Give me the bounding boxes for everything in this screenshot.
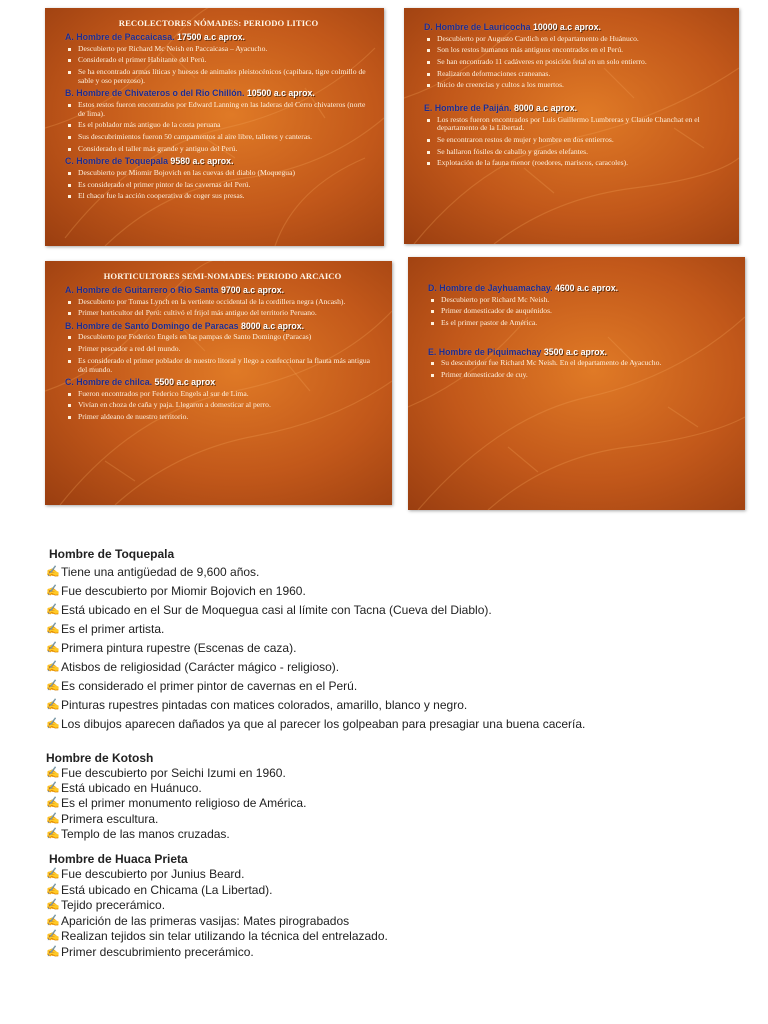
bullet-list xyxy=(65,101,372,154)
list-item: Se ha encontrado armas líticas y huesos de animales pleistocénicos (capibara, tigre colmillo de sable y oso perezoso). xyxy=(65,68,372,85)
list-item: Primer aldeano de nuestro territorio. xyxy=(65,413,380,422)
slide-arcaico-1 xyxy=(45,261,392,505)
list-item: Inicio de creencias y cultos a los muertos. xyxy=(424,81,727,90)
list-item: ✍ Aparición de las primeras vasijas: Mates pirograbados xyxy=(46,913,350,928)
list-item: ✍ Está ubicado en Chicama (La Libertad). xyxy=(46,882,273,897)
section-title: Hombre de Huaca Prieta xyxy=(49,852,188,867)
bullet-list xyxy=(424,35,727,91)
list-item: Primer domesticador de auquénidos. xyxy=(428,307,733,316)
list-item: ✍ Fue descubierto por Miomir Bojovich en 1960. xyxy=(46,582,746,601)
list-item: ✍ Templo de las manos cruzadas. xyxy=(46,826,230,841)
notes-list xyxy=(46,766,746,842)
list-item: ✍ Tiene una antigüedad de 9,600 años. xyxy=(46,563,746,582)
group-heading: E. Hombre de Piquimachay 3500 a.c aprox. xyxy=(428,346,607,357)
writing-hand-icon: ✍ xyxy=(46,680,60,692)
list-item: ✍ Es el primer monumento religioso de América. xyxy=(46,796,307,811)
bullet-list xyxy=(65,390,380,422)
notes-list xyxy=(46,867,746,961)
list-item: Explotación de la fauna menor (roedores, mariscos, caracoles). xyxy=(424,159,727,168)
list-item: Se encontraron restos de mujer y hombre en dos entierros. xyxy=(424,136,727,145)
writing-hand-icon: ✍ xyxy=(46,797,60,810)
list-item: ✍ Los dibujos aparecen dañados ya que al parecer los golpeaban para presagiar una buena cacería. xyxy=(46,715,746,734)
list-item: Vivían en choza de caña y paja. Llegaron a domesticar al perro. xyxy=(65,401,380,410)
list-item: Descubierto por Tomas Lynch en la vertiente occidental de la cordillera negra (Ancash). xyxy=(65,298,380,307)
list-item: Descubierto por Miomir Bojovich en las cuevas del diablo (Moquegua) xyxy=(65,169,372,178)
list-item: Es considerado el primer pintor de las cavernas del Perú. xyxy=(65,181,372,190)
writing-hand-icon: ✍ xyxy=(46,812,60,825)
list-item: ✍ Atisbos de religiosidad (Carácter mágico - religioso). xyxy=(46,658,746,677)
slide-title: RECOLECTORES NÓMADES: PERIODO LITICO xyxy=(118,18,319,28)
writing-hand-icon: ✍ xyxy=(46,699,60,711)
list-item: Fueron encontrados por Federico Engels al sur de Lima. xyxy=(65,390,380,399)
writing-hand-icon: ✍ xyxy=(46,782,60,795)
list-item: Realizaron deformaciones craneanas. xyxy=(424,70,727,79)
group-heading: E. Hombre de Paiján. 8000 a.c aprox. xyxy=(424,103,578,114)
list-item: ✍ Primera escultura. xyxy=(46,811,159,826)
slide-title: HORTICULTORES SEMI-NOMADES: PERIODO ARCAICO xyxy=(103,271,342,281)
list-item: Su descubridor fue Richard Mc Neish. En el departamento de Ayacucho. xyxy=(428,359,733,368)
writing-hand-icon: ✍ xyxy=(46,718,60,730)
writing-hand-icon: ✍ xyxy=(46,827,60,840)
group-heading: A. Hombre de Paccaicasa. 17500 a.c aprox. xyxy=(65,32,245,42)
list-item: Primer pescador a red del mundo. xyxy=(65,345,380,354)
notes-list xyxy=(46,563,746,734)
slide-arcaico-2 xyxy=(408,257,745,510)
writing-hand-icon: ✍ xyxy=(46,642,60,654)
writing-hand-icon: ✍ xyxy=(46,604,60,616)
group-heading: A. Hombre de Guitarrero o Rio Santa 9700 a.c aprox. xyxy=(65,285,285,295)
list-item: ✍ Pinturas rupestres pintadas con matices colorados, amarillo, blanco y negro. xyxy=(46,696,746,715)
bullet-list xyxy=(428,359,733,379)
list-item: Es el primer pastor de América. xyxy=(428,319,733,328)
list-item: El chaco fue la acción cooperativa de coger sus presas. xyxy=(65,192,372,201)
group-heading: D. Hombre de Lauricocha 10000 a.c aprox. xyxy=(424,22,602,32)
bullet-list xyxy=(65,333,380,374)
group-heading: C. Hombre de chilca. 5500 a.c aprox xyxy=(65,377,216,388)
writing-hand-icon: ✍ xyxy=(46,945,60,958)
list-item: Considerado el primer Habitante del Perú. xyxy=(65,56,372,65)
writing-hand-icon: ✍ xyxy=(46,566,60,578)
writing-hand-icon: ✍ xyxy=(46,914,60,927)
list-item: Es considerado el primer poblador de nuestro litoral y llego a confeccionar la flauta más antigua del mundo. xyxy=(65,357,380,374)
writing-hand-icon: ✍ xyxy=(46,899,60,912)
list-item: ✍ Tejido precerámico. xyxy=(46,898,166,913)
writing-hand-icon: ✍ xyxy=(46,883,60,896)
list-item: Primer domesticador de cuy. xyxy=(428,371,733,380)
list-item: Estos restos fueron encontrados por Edward Lanning en las laderas del Cerro chivateros (norte de lima). xyxy=(65,101,372,118)
writing-hand-icon: ✍ xyxy=(46,661,60,673)
list-item: Se hallaron fósiles de caballo y grandes elefantes. xyxy=(424,148,727,157)
list-item: Primer horticultor del Perú: cultivó el frijol más antiguo del territorio Peruano. xyxy=(65,309,380,318)
list-item: Se han encontrado 11 cadáveres en posición fetal en un solo entierro. xyxy=(424,58,727,67)
list-item: Descubierto por Federico Engels en las pampas de Santo Domingo (Paracas) xyxy=(65,333,380,342)
list-item: ✍ Fue descubierto por Seichi Izumi en 1960. xyxy=(46,766,286,780)
bullet-list xyxy=(428,296,733,328)
group-heading: B. Hombre de Santo Domingo de Paracas 8000 a.c aprox. xyxy=(65,320,305,331)
list-item: ✍ Es considerado el primer pintor de cavernas en el Perú. xyxy=(46,677,746,696)
section-title: Hombre de Kotosh xyxy=(46,751,154,765)
list-item: ✍ Está ubicado en Huánuco. xyxy=(46,781,202,796)
list-item: Descubierto por Richard Mc Neish en Paccaicasa – Ayacucho. xyxy=(65,45,372,54)
group-heading: D. Hombre de Jayhuamachay. 4600 a.c aprox. xyxy=(428,283,619,293)
writing-hand-icon: ✍ xyxy=(46,767,60,779)
list-item: ✍ Fue descubierto por Junius Beard. xyxy=(46,867,245,882)
list-item: ✍ Es el primer artista. xyxy=(46,620,746,639)
list-item: Considerado el taller más grande y antiguo del Perú. xyxy=(65,145,372,154)
bullet-list xyxy=(65,169,372,201)
list-item: ✍ Primer descubrimiento precerámico. xyxy=(46,944,254,959)
writing-hand-icon: ✍ xyxy=(46,868,60,881)
list-item: Es el poblador más antiguo de la costa peruana xyxy=(65,121,372,130)
list-item: Son los restos humanos más antiguos encontrados en el Perú. xyxy=(424,46,727,55)
writing-hand-icon: ✍ xyxy=(46,585,60,597)
list-item: ✍ Está ubicado en el Sur de Moquegua casi al límite con Tacna (Cueva del Diablo). xyxy=(46,601,746,620)
section-title: Hombre de Toquepala xyxy=(49,547,175,561)
writing-hand-icon: ✍ xyxy=(46,623,60,635)
slide-litico-2 xyxy=(404,8,739,244)
list-item: ✍ Primera pintura rupestre (Escenas de caza). xyxy=(46,639,746,658)
group-heading: C. Hombre de Toquepala 9580 a.c aprox. xyxy=(65,156,234,167)
notes-section xyxy=(46,546,746,961)
slide-litico-1 xyxy=(45,8,384,246)
bullet-list xyxy=(65,45,372,86)
writing-hand-icon: ✍ xyxy=(46,930,60,943)
bullet-list xyxy=(424,116,727,169)
list-item: Sus descubrimientos fueron 50 campamentos al aire libre, talleres y canteras. xyxy=(65,133,372,142)
list-item: Los restos fueron encontrados por Luis Guillermo Lumbreras y Claude Chanchat en el departamento de la Libertad. xyxy=(424,116,727,133)
list-item: Descubierto por Richard Mc Neish. xyxy=(428,296,733,305)
list-item: ✍ Realizan tejidos sin telar utilizando la técnica del entrelazado. xyxy=(46,929,388,944)
list-item: Descubierto por Augusto Cardich en el departamento de Huánuco. xyxy=(424,35,727,44)
group-heading: B. Hombre de Chivateros o del Rio Chillón. 10500 a.c aprox. xyxy=(65,88,315,99)
bullet-list xyxy=(65,298,380,318)
